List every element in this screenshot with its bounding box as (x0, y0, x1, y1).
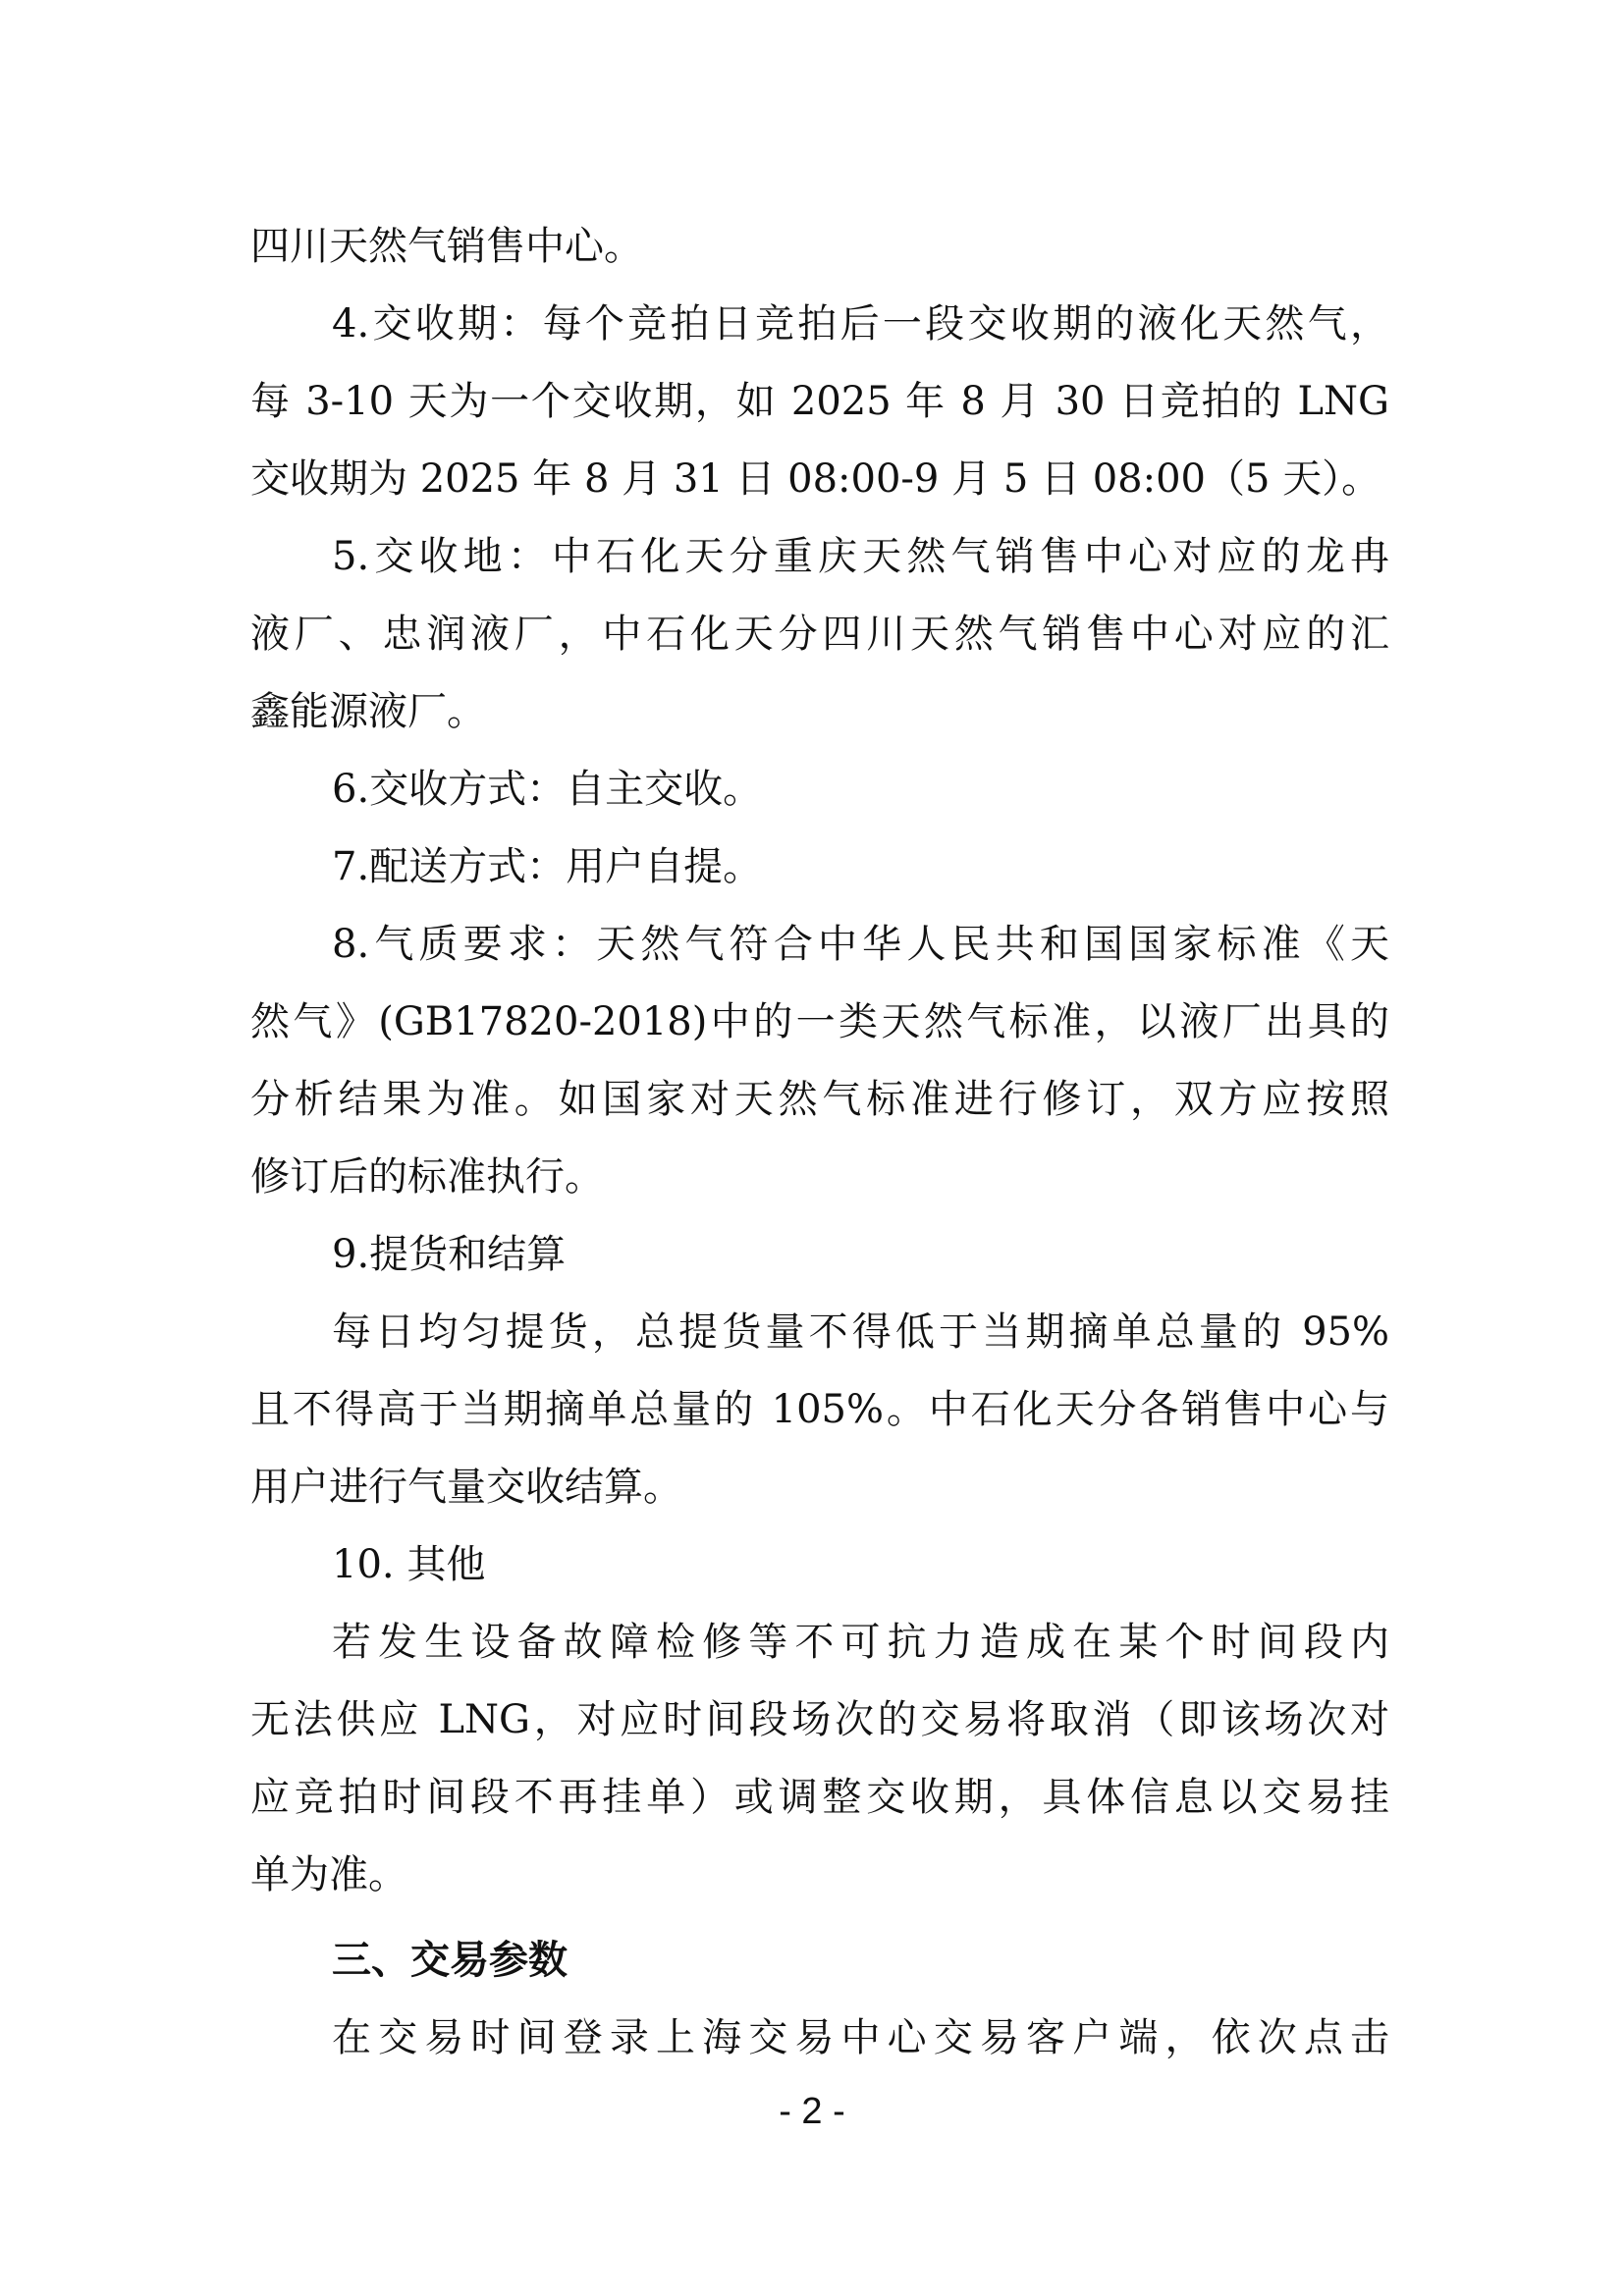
paragraph-line: 用户进行气量交收结算。 (250, 1465, 682, 1510)
paragraph-line: 7.配送方式：用户自提。 (332, 844, 763, 889)
paragraph-line: 交收期为 2025 年 8 月 31 日 08:00-9 月 5 日 08:00（5 天）。 (250, 456, 1381, 502)
paragraph-line: 单为准。 (250, 1852, 407, 1897)
paragraph-line: 6.交收方式：自主交收。 (332, 767, 763, 812)
paragraph-line: 分析结果为准。如国家对天然气标准进行修订，双方应按照 (250, 1077, 1389, 1122)
section-subheading: 10. 其他 (332, 1542, 486, 1587)
paragraph-line: 修订后的标准执行。 (250, 1154, 604, 1200)
paragraph-line: 液厂、忠润液厂，中石化天分四川天然气销售中心对应的汇 (250, 612, 1389, 657)
paragraph-line: 无法供应 LNG，对应时间段场次的交易将取消（即该场次对 (250, 1697, 1389, 1742)
section-subheading: 9.提货和结算 (332, 1232, 567, 1277)
page-number: - 2 - (779, 2091, 845, 2132)
document-body (250, 208, 1389, 2077)
paragraph-line: 应竞拍时间段不再挂单）或调整交收期，具体信息以交易挂 (250, 1775, 1389, 1820)
paragraph-line: 鑫能源液厂。 (250, 689, 486, 734)
paragraph-line: 然气》(GB17820-2018)中的一类天然气标准，以液厂出具的 (250, 999, 1389, 1044)
paragraph-line: 每日均匀提货，总提货量不得低于当期摘单总量的 95% (332, 1309, 1389, 1355)
paragraph-line: 4.交收期：每个竞拍日竞拍后一段交收期的液化天然气， (332, 301, 1389, 347)
section-heading: 三、交易参数 (332, 1938, 568, 1983)
paragraph-line: 若发生设备故障检修等不可抗力造成在某个时间段内 (332, 1620, 1389, 1665)
paragraph-line: 四川天然气销售中心。 (250, 224, 643, 269)
paragraph-line: 在交易时间登录上海交易中心交易客户端，依次点击 (332, 2015, 1389, 2060)
paragraph-line: 8.气质要求：天然气符合中华人民共和国国家标准《天 (332, 922, 1389, 967)
paragraph-line: 且不得高于当期摘单总量的 105%。中石化天分各销售中心与 (250, 1387, 1389, 1432)
paragraph-line: 5.交收地：中石化天分重庆天然气销售中心对应的龙冉 (332, 534, 1389, 579)
paragraph-line: 每 3-10 天为一个交收期，如 2025 年 8 月 30 日竞拍的 LNG (250, 379, 1389, 424)
